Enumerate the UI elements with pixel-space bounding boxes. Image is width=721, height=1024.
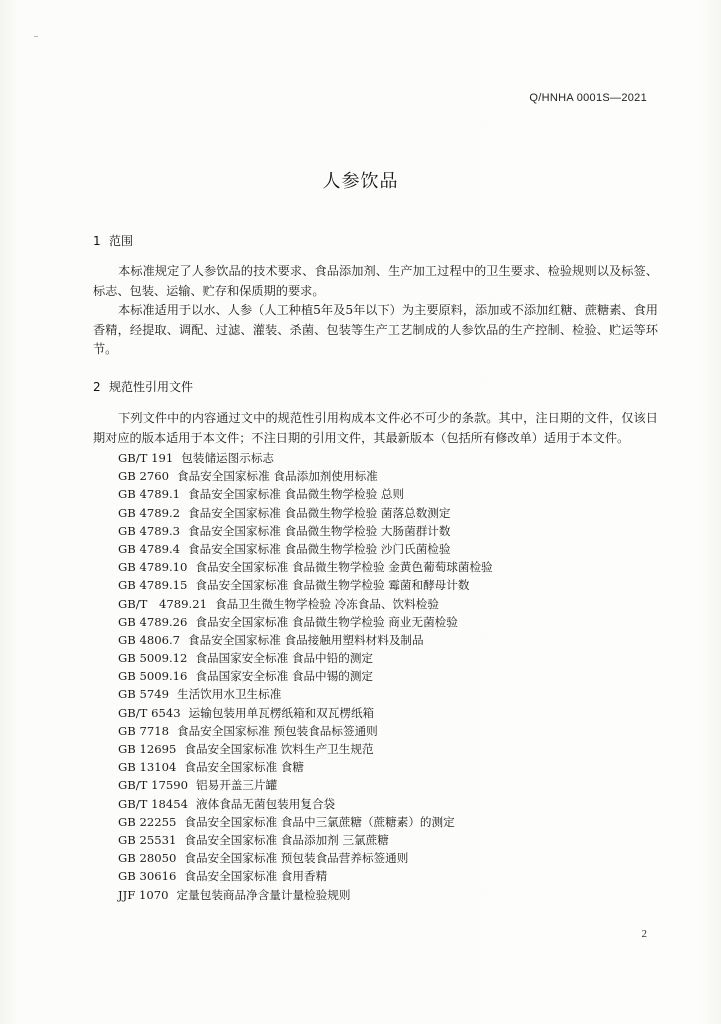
reference-title: 食品安全国家标准 食品接触用塑料材料及制品 bbox=[188, 632, 424, 647]
reference-code: GB 28050 bbox=[118, 851, 177, 866]
reference-item bbox=[118, 613, 493, 631]
reference-title: 食品安全国家标准 食品添加剂 三氯蔗糖 bbox=[184, 832, 389, 847]
reference-item bbox=[118, 813, 493, 831]
paragraph-text: 本标准适用于以水、人参（人工种植5年及5年以下）为主要原料，添加或不添加红糖、蔗糖素、食用香精，经提取、调配、过滤、灌装、杀菌、包装等生产工艺制成的人参饮品的生产控制、检验、贮运等环节。 bbox=[93, 303, 658, 357]
reference-item bbox=[118, 795, 493, 813]
reference-code: GB 5749 bbox=[118, 687, 169, 702]
reference-item bbox=[118, 522, 493, 540]
document-title: 人参饮品 bbox=[322, 171, 399, 192]
reference-code: GB 4789.3 bbox=[118, 523, 181, 538]
reference-title: 食品安全国家标准 食品中三氯蔗糖（蔗糖素）的测定 bbox=[184, 814, 455, 829]
reference-title: 生活饮用水卫生标准 bbox=[176, 687, 282, 702]
reference-title: 食品安全国家标准 饮料生产卫生规范 bbox=[184, 742, 374, 756]
reference-item bbox=[118, 649, 493, 667]
reference-list bbox=[118, 449, 493, 904]
reference-code: GB 4789.15 bbox=[118, 578, 188, 593]
reference-item bbox=[118, 540, 493, 558]
reference-code: GB 4789.26 bbox=[118, 614, 188, 629]
reference-item bbox=[118, 685, 493, 703]
reference-title: 食品安全国家标准 预包装食品营养标签通则 bbox=[184, 851, 409, 866]
reference-item bbox=[118, 886, 493, 904]
reference-code: GB 4789.1 bbox=[118, 487, 181, 502]
section-number: 1 bbox=[93, 234, 101, 248]
reference-title: 定量包装商品净含量计量检验规则 bbox=[176, 887, 351, 902]
standard-code: Q/HNHA 0001S—2021 bbox=[529, 92, 647, 104]
reference-item bbox=[118, 485, 493, 503]
reference-code: GB/T 17590 bbox=[118, 778, 188, 793]
reference-code: GB 4789.2 bbox=[118, 505, 181, 520]
reference-title: 食品安全国家标准 食品微生物学检验 霉菌和酵母计数 bbox=[195, 578, 470, 593]
section-title: 规范性引用文件 bbox=[109, 380, 194, 394]
reference-code: GB 5009.16 bbox=[118, 669, 188, 684]
reference-title: 包装储运图示标志 bbox=[181, 451, 275, 465]
reference-item bbox=[118, 704, 493, 722]
paragraph-text: 下列文件中的内容通过文中的规范性引用构成本文件必不可少的条款。其中，注日期的文件，仅该日期对应的版本适用于本文件；不注日期的引用文件，其最新版本（包括所有修改单）适用于本文件。 bbox=[93, 411, 658, 445]
reference-code: GB 25531 bbox=[118, 832, 177, 847]
reference-code: GB 4789.4 bbox=[118, 541, 181, 556]
reference-title: 食品安全国家标准 食品微生物学检验 沙门氏菌检验 bbox=[188, 541, 451, 556]
reference-item bbox=[118, 449, 493, 467]
reference-code: GB 30616 bbox=[118, 869, 177, 884]
reference-item bbox=[118, 849, 493, 867]
reference-title: 食品安全国家标准 食品微生物学检验 商业无菌检验 bbox=[195, 614, 458, 629]
reference-code: GB/T 6543 bbox=[118, 705, 181, 720]
section-title: 范围 bbox=[109, 234, 134, 248]
reference-code: GB 12695 bbox=[118, 742, 177, 756]
reference-code: GB 13104 bbox=[118, 760, 177, 775]
reference-item bbox=[118, 740, 493, 758]
reference-item bbox=[118, 722, 493, 740]
reference-code: GB/T 4789.21 bbox=[118, 596, 207, 611]
reference-code: GB/T 18454 bbox=[118, 796, 188, 811]
reference-title: 食品安全国家标准 食品微生物学检验 总则 bbox=[188, 487, 405, 502]
reference-item bbox=[118, 595, 493, 613]
reference-code: GB 22255 bbox=[118, 814, 177, 829]
section-number: 2 bbox=[93, 380, 101, 394]
reference-title: 液体食品无菌包装用复合袋 bbox=[196, 796, 336, 811]
scope-paragraph-1 bbox=[93, 262, 658, 301]
scan-mark bbox=[34, 36, 38, 37]
reference-title: 食品安全国家标准 预包装食品标签通则 bbox=[176, 723, 378, 738]
reference-code: GB 4789.10 bbox=[118, 560, 188, 575]
reference-code: GB 5009.12 bbox=[118, 651, 188, 666]
reference-code: GB 7718 bbox=[118, 723, 169, 738]
page-number: 2 bbox=[641, 928, 647, 940]
reference-item bbox=[118, 776, 493, 794]
paragraph-text: 本标准规定了人参饮品的技术要求、食品添加剂、生产加工过程中的卫生要求、检验规则以及标签、标志、包装、运输、贮存和保质期的要求。 bbox=[93, 264, 658, 298]
reference-item bbox=[118, 631, 493, 649]
scope-paragraph-2 bbox=[93, 301, 658, 360]
reference-title: 运输包装用单瓦楞纸箱和双瓦楞纸箱 bbox=[188, 705, 375, 720]
reference-code: GB 4806.7 bbox=[118, 632, 181, 647]
reference-item bbox=[118, 667, 493, 685]
reference-code: GB/T 191 bbox=[118, 451, 174, 465]
reference-title: 食品安全国家标准 食糖 bbox=[184, 760, 304, 775]
reference-title: 铝易开盖三片罐 bbox=[196, 778, 278, 793]
reference-title: 食品国家安全标准 食品中铅的测定 bbox=[195, 651, 374, 666]
reference-item bbox=[118, 558, 493, 576]
reference-title: 食品安全国家标准 食品添加剂使用标准 bbox=[176, 469, 378, 484]
reference-code: GB 2760 bbox=[118, 469, 169, 484]
reference-title: 食品安全国家标准 食用香精 bbox=[184, 869, 328, 884]
reference-title: 食品国家安全标准 食品中锡的测定 bbox=[195, 669, 374, 684]
reference-title: 食品安全国家标准 食品微生物学检验 金黄色葡萄球菌检验 bbox=[195, 560, 493, 575]
reference-item bbox=[118, 831, 493, 849]
reference-item bbox=[118, 576, 493, 594]
references-intro bbox=[93, 409, 658, 448]
reference-code: JJF 1070 bbox=[118, 887, 169, 902]
reference-title: 食品安全国家标准 食品微生物学检验 大肠菌群计数 bbox=[188, 523, 451, 538]
reference-item bbox=[118, 758, 493, 776]
section-1-heading bbox=[93, 232, 133, 249]
reference-item bbox=[118, 504, 493, 522]
reference-item bbox=[118, 867, 493, 885]
reference-title: 食品安全国家标准 食品微生物学检验 菌落总数测定 bbox=[188, 505, 451, 520]
section-2-heading bbox=[93, 378, 193, 395]
reference-title: 食品卫生微生物学检验 冷冻食品、饮料检验 bbox=[214, 596, 439, 611]
reference-item bbox=[118, 467, 493, 485]
